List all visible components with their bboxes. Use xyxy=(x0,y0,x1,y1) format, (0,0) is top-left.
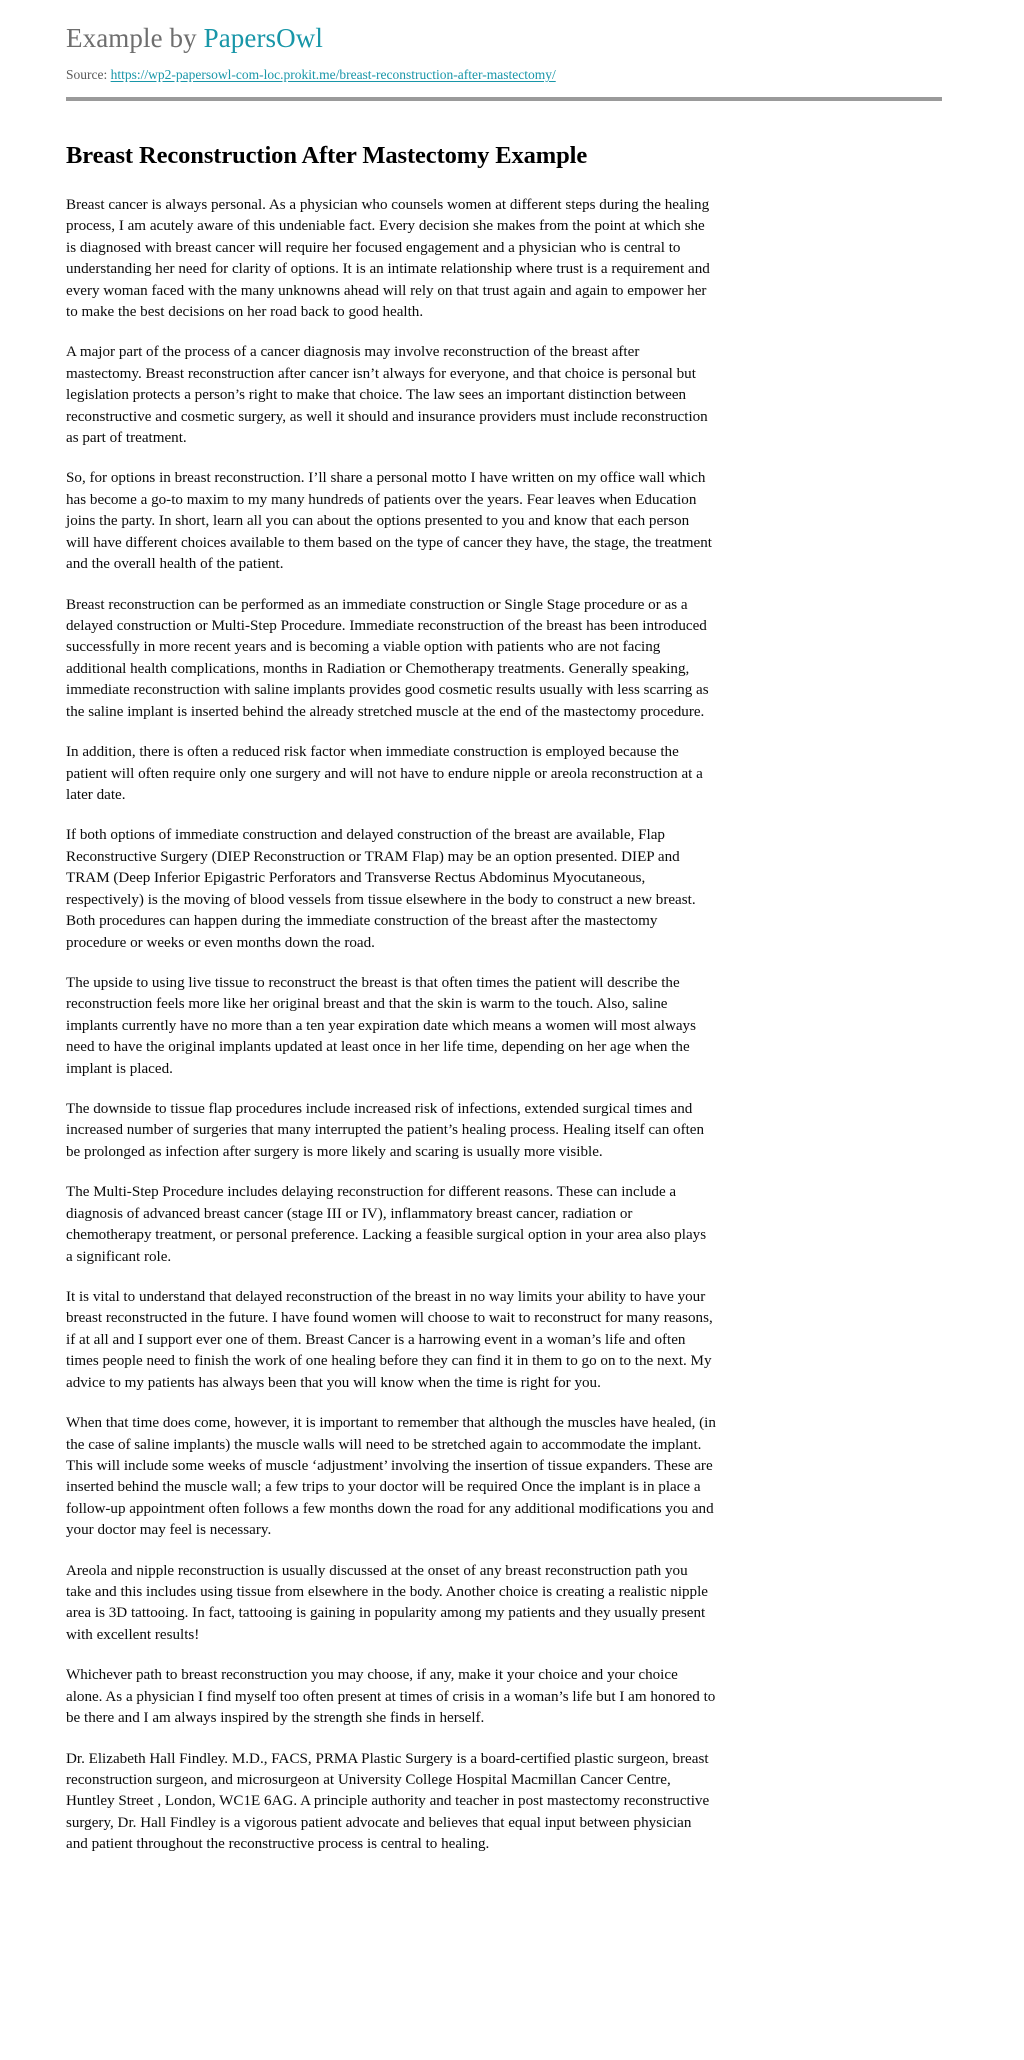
article-paragraph: Breast reconstruction can be performed as an immediate construction or Single Stage procedure or as a delayed construction or Multi-Step Procedure. Immediate reconstruction of the breast has been introduced successfully in more recent years and is becoming a viable option with patients who are not facing additional health complications, months in Radiation or Chemotherapy treatments. Generally speaking, immediate reconstruction with saline implants provides good cosmetic results usually with less scarring as the saline implant is inserted behind the already stretched muscle at the end of the mastectomy procedure. xyxy=(66,596,709,720)
article-paragraph: A major part of the process of a cancer diagnosis may involve reconstruction of the breast after mastectomy. Breast reconstruction after cancer isn’t always for everyone, and that choice is personal but legislation protects a person’s right to make that choice. The law sees an important distinction between reconstructive and cosmetic surgery, as well it should and insurance providers must include reconstruction as part of treatment. xyxy=(66,344,708,447)
article-paragraph: Areola and nipple reconstruction is usually discussed at the onset of any breast reconstruction path you take and this includes using tissue from elsewhere in the body. Another choice is creating a realistic nipple area is 3D tattooing. In fact, tattooing is gaining in popularity among my patients and they usually present with excellent results! xyxy=(66,1562,708,1643)
article-paragraph: The Multi-Step Procedure includes delaying reconstruction for different reasons. These can include a diagnosis of advanced breast cancer (stage III or IV), inflammatory breast cancer, radiation or chemotherapy treatment, or personal preference. Lacking a feasible surgical option in your area also plays a significant role. xyxy=(66,1184,707,1265)
article-paragraph: Breast cancer is always personal. As a physician who counsels women at different steps during the healing process, I am acutely aware of this undeniable fact. Every decision she makes from the point at which she is diagnosed with breast cancer will require her focused engagement and a physician who is central to understanding her need for clarity of options. It is an intimate relationship where trust is a requirement and every woman faced with the many unknowns ahead will rely on that trust again and again to empower her to make the best decisions on her road back to good health. xyxy=(66,196,710,320)
article-paragraph: So, for options in breast reconstruction. I’ll share a personal motto I have written on my office wall which has become a go-to maxim to my many hundreds of patients over the years. Fear leaves when Education joins the party. In short, learn all you can about the options presented to you and know that each person will have different choices available to them based on the type of cancer they have, the stage, the treatment and the overall health of the patient. xyxy=(66,470,712,573)
article-paragraph: It is vital to understand that delayed reconstruction of the breast in no way limits your ability to have your breast reconstructed in the future. I have found women will choose to wait to reconstruct for many reasons, if at all and I support ever one of them. Breast Cancer is a harrowing event in a woman’s life and often times people need to finish the work of one healing before they can find it in them to go on to the next. My advice to my patients has always been that you will know when the time is right for you. xyxy=(66,1288,713,1391)
article-body xyxy=(66,141,716,1856)
document-header xyxy=(66,0,958,101)
article-paragraph: The downside to tissue flap procedures include increased risk of infections, extended surgical times and increased number of surgeries that many interrupted the patient’s healing process. Healing itself can often be prolonged as infection after surgery is more likely and scaring is usually more visible. xyxy=(66,1101,705,1160)
brand-name-text: PapersOwl xyxy=(203,23,323,53)
source-label: Source: xyxy=(66,66,111,82)
header-divider xyxy=(66,97,942,101)
page-title: Breast Reconstruction After Mastectomy Example xyxy=(66,141,588,169)
brand-prefix-text: Example by xyxy=(66,23,204,53)
article-paragraph-list xyxy=(66,195,716,1856)
article-paragraph: Whichever path to breast reconstruction you may choose, if any, make it your choice and your choice alone. As a physician I find myself too often present at times of crisis in a woman’s life but I am honored to be there and I am always inspired by the strength she finds in herself. xyxy=(66,1667,716,1727)
article-paragraph: The upside to using live tissue to reconstruct the breast is that often times the patient will describe the reconstruction feels more like her original breast and that the skin is warm to the touch. Also, saline implants currently have no more than a ten year expiration date which means a women will most always need to have the original implants updated at least once in her life time, depending on her age when the implant is placed. xyxy=(66,974,696,1077)
article-paragraph: If both options of immediate construction and delayed construction of the breast are available, Flap Reconstructive Surgery (DIEP Reconstruction or TRAM Flap) may be an option presented. DIEP and TRAM (Deep Inferior Epigastric Perforators and Transverse Rectus Abdominus Myocutaneous, respectively) is the moving of blood vessels from tissue elsewhere in the body to construct a new breast. Both procedures can happen during the immediate construction of the breast after the mastectomy procedure or weeks or even months down the road. xyxy=(66,827,696,951)
brand-heading xyxy=(66,22,958,56)
article-paragraph-author-bio: Dr. Elizabeth Hall Findley. M.D., FACS, PRMA Plastic Surgery is a board-certified plastic surgeon, breast reconstruction surgeon, and microsurgeon at University College Hospital Macmillan Cancer Centre, Huntley Street , London, WC1E 6AG. A principle authority and teacher in post mastectomy reconstructive surgery, Dr. Hall Findley is a vigorous patient advocate and believes that equal input between physician and patient throughout the reconstructive process is central to healing. xyxy=(66,1750,710,1853)
source-url-link[interactable]: https://wp2-papersowl-com-loc.prokit.me/breast-reconstruction-after-mastectomy/ xyxy=(110,66,556,82)
article-paragraph: When that time does come, however, it is important to remember that although the muscles have healed, (in the case of saline implants) the muscle walls will need to be stretched again to accommodate the implant. This will include some weeks of muscle ‘adjustment’ involving the insertion of tissue expanders. These are inserted behind the muscle wall; a few trips to your doctor will be required Once the implant is in place a follow-up appointment often follows a few months down the road for any additional modifications you and your doctor may feel is necessary. xyxy=(66,1415,716,1539)
source-line xyxy=(66,66,958,84)
article-paragraph: In addition, there is often a reduced risk factor when immediate construction is employed because the patient will often require only one surgery and will not have to endure nipple or areola reconstruction at a later date. xyxy=(66,744,703,803)
